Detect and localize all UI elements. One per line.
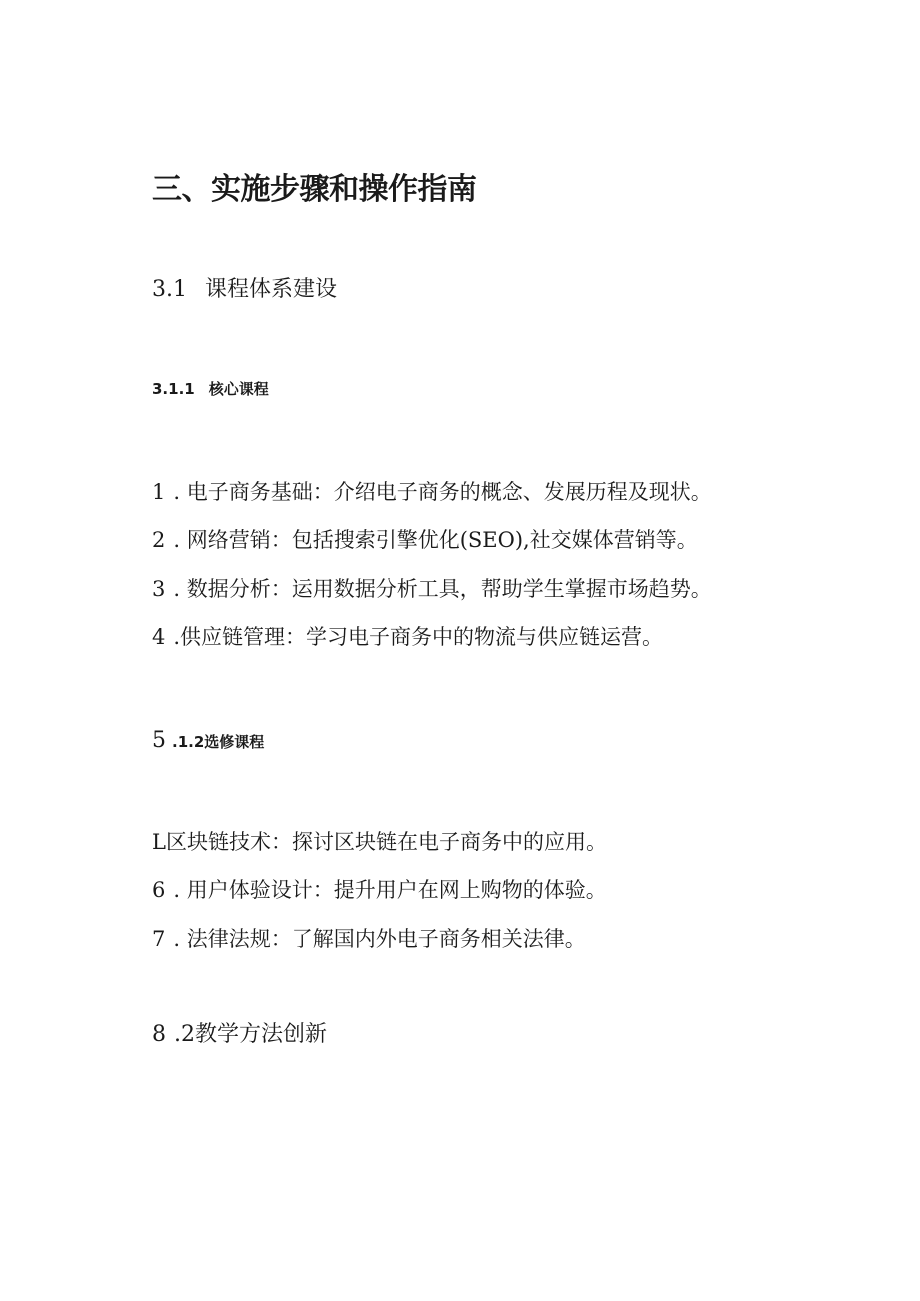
core-courses-title: 核心课程: [208, 380, 269, 398]
subsection-title: 课程体系建设: [205, 277, 338, 302]
core-courses-number: 3.1.1: [152, 380, 195, 398]
next-section-heading: [152, 1017, 327, 1048]
list-item: 2 . 网络营销：包括搜索引擎优化(SEO),社交媒体营销等。: [152, 528, 698, 552]
section-title: 三、实施步骤和操作指南: [152, 172, 477, 207]
list-item: 1 . 电子商务基础：介绍电子商务的概念、发展历程及现状。: [152, 480, 712, 504]
elective-heading-lead: 5: [152, 728, 166, 753]
elective-courses-heading: [152, 728, 264, 753]
list-item: 3 . 数据分析：运用数据分析工具，帮助学生掌握市场趋势。: [152, 577, 712, 601]
subsection-number: 3.1: [152, 277, 187, 302]
list-item: L区块链技术：探讨区块链在电子商务中的应用。: [152, 830, 607, 854]
list-item: 7 . 法律法规：了解国内外电子商务相关法律。: [152, 927, 586, 951]
list-item: 4 .供应链管理：学习电子商务中的物流与供应链运营。: [152, 625, 664, 649]
core-courses-heading: [152, 378, 269, 399]
next-section-title: .2教学方法创新: [174, 1022, 327, 1047]
subsection-heading: [152, 272, 337, 303]
list-item: 6 . 用户体验设计：提升用户在网上购物的体验。: [152, 878, 607, 902]
next-section-number: 8: [152, 1022, 166, 1047]
elective-heading-title: .1.2选修课程: [172, 733, 265, 751]
